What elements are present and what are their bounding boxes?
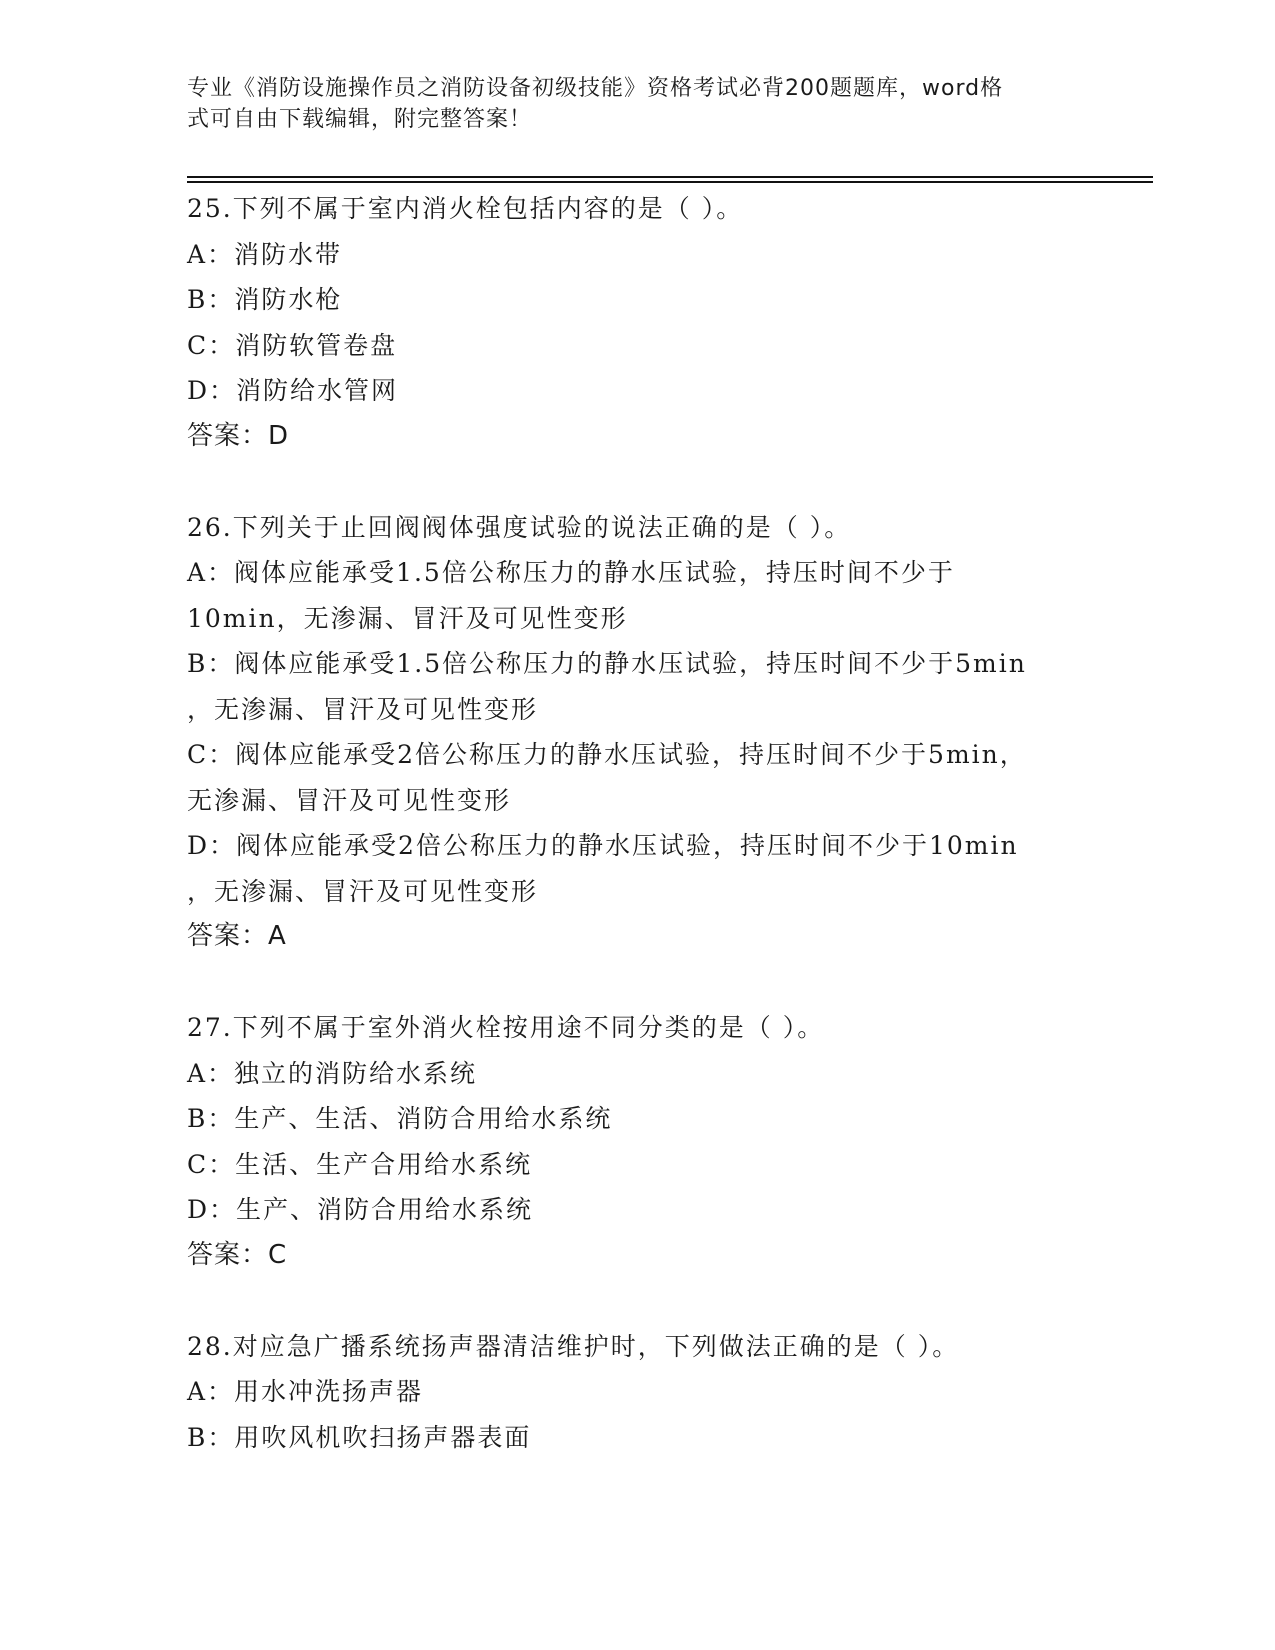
option-a-continued: 10min，无渗漏、冒汗及可见性变形 — [187, 603, 628, 633]
question-list — [187, 186, 1087, 1460]
question-25 — [187, 186, 1087, 459]
option-b: B：消防水枪 — [187, 285, 343, 314]
header-divider-top — [187, 176, 1153, 178]
header-line-1: 专业《消防设施操作员之消防设备初级技能》资格考试必背200题题库，word格 — [187, 76, 1004, 101]
question-28 — [187, 1324, 1087, 1461]
question-26 — [187, 505, 1087, 960]
spacer — [187, 459, 1087, 505]
option-b: B：阀体应能承受1.5倍公称压力的静水压试验，持压时间不少于5min — [187, 649, 1027, 678]
answer-line: 答案：D — [187, 420, 290, 451]
option-a: A：用水冲洗扬声器 — [187, 1377, 424, 1406]
option-d: D：阀体应能承受2倍公称压力的静水压试验，持压时间不少于10min — [187, 831, 1019, 860]
header-line-2: 式可自由下载编辑，附完整答案！ — [187, 107, 533, 132]
option-c: C：阀体应能承受2倍公称压力的静水压试验，持压时间不少于5min， — [187, 740, 1027, 769]
question-stem: 27.下列不属于室外消火栓按用途不同分类的是（ ）。 — [187, 1013, 825, 1042]
option-c: C：消防软管卷盘 — [187, 330, 398, 360]
option-b: B：生产、生活、消防合用给水系统 — [187, 1104, 613, 1133]
answer-line: 答案：A — [187, 921, 287, 951]
option-a: A：独立的消防给水系统 — [187, 1058, 478, 1088]
spacer — [187, 960, 1087, 1006]
option-a: A：消防水带 — [187, 239, 343, 269]
option-a: A：阀体应能承受1.5倍公称压力的静水压试验，持压时间不少于 — [187, 558, 955, 587]
header-divider-bottom — [187, 181, 1153, 183]
option-d: D：生产、消防合用给水系统 — [187, 1195, 534, 1224]
question-stem: 26.下列关于止回阀阀体强度试验的说法正确的是（ ）。 — [187, 512, 852, 542]
question-stem: 28.对应急广播系统扬声器清洁维护时，下列做法正确的是（ ）。 — [187, 1331, 960, 1361]
spacer — [187, 1278, 1087, 1324]
option-d: D：消防给水管网 — [187, 376, 399, 405]
option-b-continued: ，无渗漏、冒汗及可见性变形 — [187, 694, 539, 724]
question-27 — [187, 1005, 1087, 1278]
answer-line: 答案：C — [187, 1239, 288, 1270]
option-c-continued: 无渗漏、冒汗及可见性变形 — [187, 785, 512, 815]
option-c: C：生活、生产合用给水系统 — [187, 1149, 533, 1179]
question-stem: 25.下列不属于室内消火栓包括内容的是（ ）。 — [187, 194, 744, 223]
document-header — [187, 73, 1067, 135]
option-b: B：用吹风机吹扫扬声器表面 — [187, 1422, 532, 1452]
option-d-continued: ，无渗漏、冒汗及可见性变形 — [187, 876, 539, 906]
